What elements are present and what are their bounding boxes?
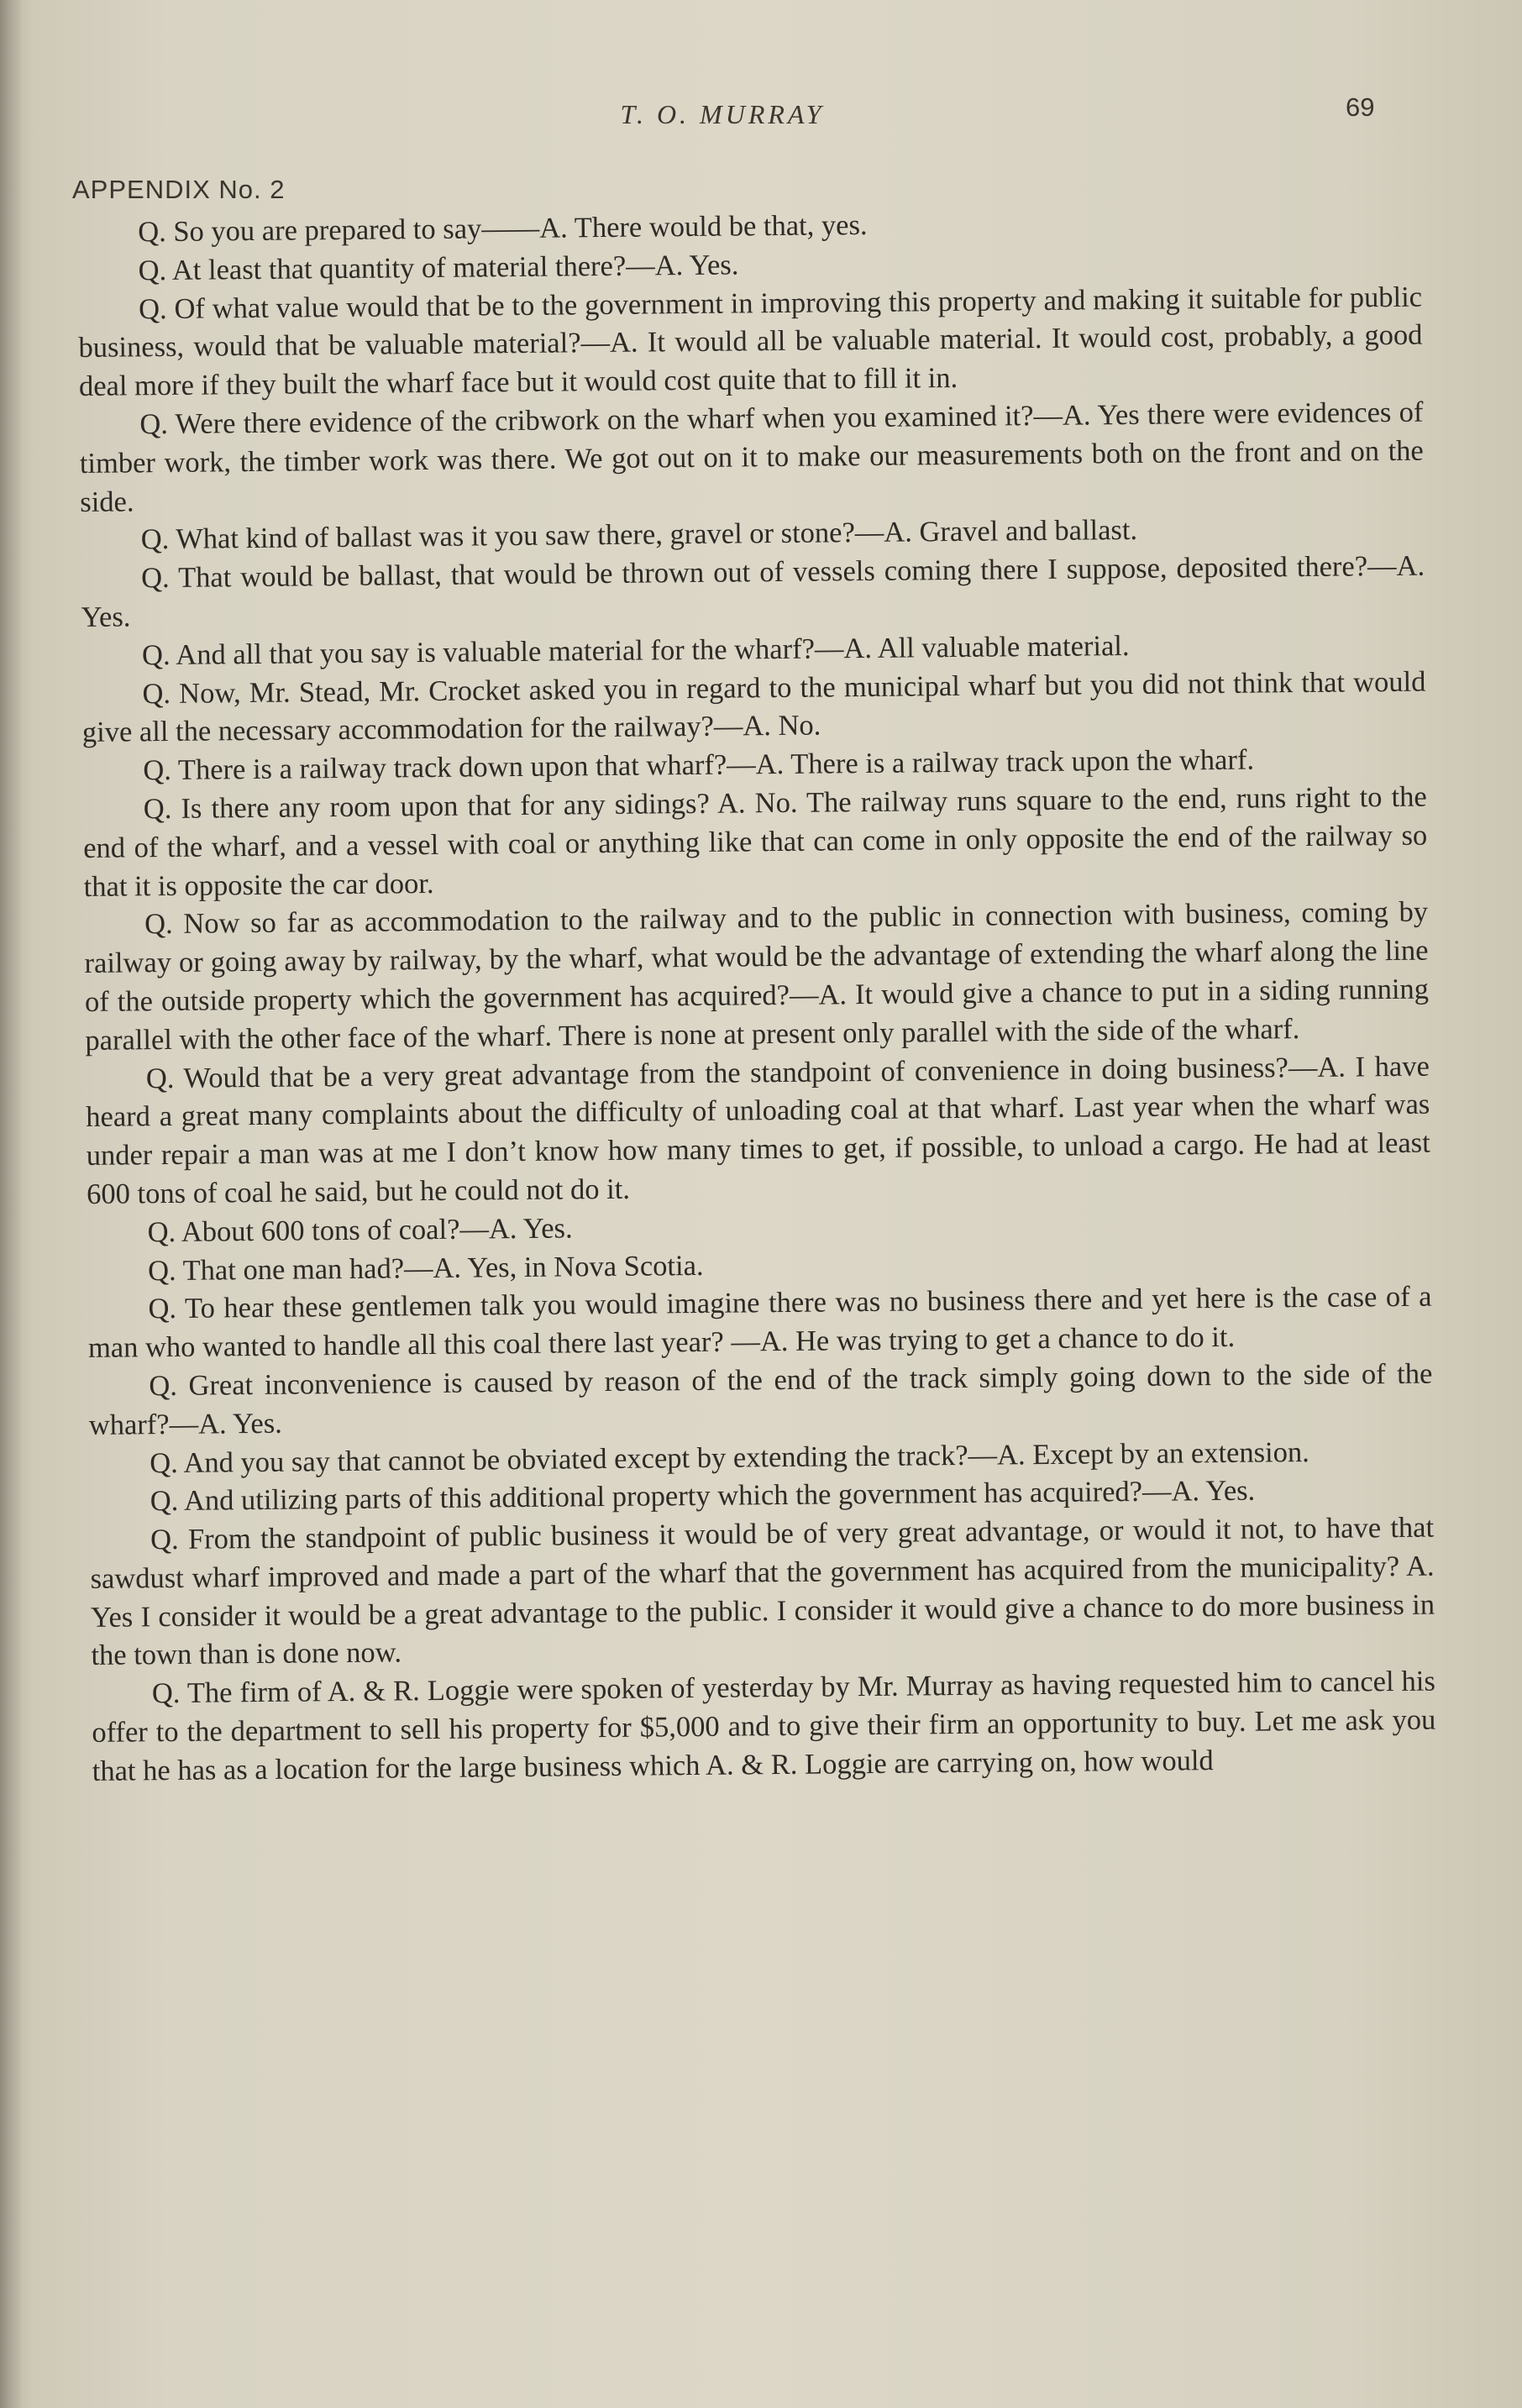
- paragraph: Q. Now, Mr. Stead, Mr. Crocket asked you in regard to the municipal wharf but you did not think that would give all the necessary accommodation for the railway?—A. No.: [81, 665, 1426, 749]
- paragraph: Q. From the standpoint of public business it would be of very great advantage, or would it not, to have that sawdust wharf improved and made a part of the wharf that the government has acquired from the municipality? A. Yes I consider it would be a great advantage to the public. I consider it would give a chance to do more business in the town than is done now.: [90, 1511, 1435, 1672]
- paragraph: Q. To hear these gentlemen talk you would imagine there was no business there and yet here is the case of a man who wanted to handle all this coal there last year? —A. He was trying to get a chance to do it.: [87, 1280, 1432, 1365]
- paragraph: Q. And utilizing parts of this additional property which the government has acquired?—A. Yes.: [150, 1474, 1256, 1518]
- paragraph: Q. And you say that cannot be obviated except by extending the track?—A. Except by an extension.: [150, 1435, 1309, 1479]
- paragraph: Q. That would be ballast, that would be thrown out of vessels coming there I suppose, deposited there?—A. Yes.: [81, 549, 1425, 633]
- paragraph: Q. About 600 tons of coal?—A. Yes.: [147, 1212, 573, 1248]
- testimony-body: [77, 202, 1436, 1792]
- paragraph: Q. So you are prepared to say——A. There would be that, yes.: [138, 208, 868, 249]
- paragraph: Q. Were there evidence of the cribwork on the wharf when you examined it?—A. Yes there were evidences of timber work, the timber work was there. We got out on it to make our measurements both on the front and on the side.: [79, 396, 1424, 518]
- page-number: 69: [1346, 92, 1375, 122]
- paragraph: Q. Would that be a very great advantage from the standpoint of convenience in doing business?—A. I have heard a great many complaints about the difficulty of unloading coal at that wharf. Last year when the wharf was under repair a man was at me I don’t know how many times to get, if possible, to unload a cargo. He had at least 600 tons of coal he said, but he could not do it.: [86, 1050, 1430, 1210]
- binding-gutter: [0, 0, 22, 2408]
- paragraph: Q. That one man had?—A. Yes, in Nova Scotia.: [147, 1249, 704, 1287]
- paragraph: Q. What kind of ballast was it you saw there, gravel or stone?—A. Gravel and ballast.: [140, 514, 1138, 556]
- paragraph: Q. The firm of A. & R. Loggie were spoken of yesterday by Mr. Murray as having requested him to cancel his offer to the department to sell his property for $5,000 and to give their firm an opportunity to buy. Let me ask you that he has as a location for the large business which A. & R. Loggie are carrying on, how would: [92, 1665, 1436, 1787]
- running-head: T. O. MURRAY: [620, 99, 825, 129]
- paragraph: Q. At least that quantity of material there?—A. Yes.: [138, 249, 739, 287]
- paragraph: Q. Of what value would that be to the government in improving this property and making it suitable for public business, would that be valuable material?—A. It would all be valuable material. It would cost, probably, a good deal more if they built the wharf face but it would cost quite that to fill it in.: [78, 281, 1423, 403]
- paragraph: Q. And all that you say is valuable material for the wharf?—A. All valuable material.: [141, 629, 1130, 672]
- paragraph: Q. Great inconvenience is caused by reason of the end of the track simply going down to the side of the wharf?—A. Yes.: [88, 1357, 1433, 1441]
- appendix-label: APPENDIX No. 2: [72, 175, 286, 204]
- paragraph: Q. There is a railway track down upon that wharf?—A. There is a railway track upon the wharf.: [143, 743, 1255, 787]
- paragraph: Q. Is there any room upon that for any sidings? A. No. The railway runs square to the end, runs right to the end of the wharf, and a vessel with coal or anything like that can come in only opposite the end of the railway so that it is opposite the car door.: [83, 780, 1428, 903]
- paragraph: Q. Now so far as accommodation to the railway and to the public in connection with business, coming by railway or going away by railway, by the wharf, what would be the advantage of extending the wharf along the line of the outside property which the government has acquired?—A. It would give a chance to put in a siding running parallel with the other face of the wharf. There is none at present only parallel with the side of the wharf.: [84, 895, 1430, 1057]
